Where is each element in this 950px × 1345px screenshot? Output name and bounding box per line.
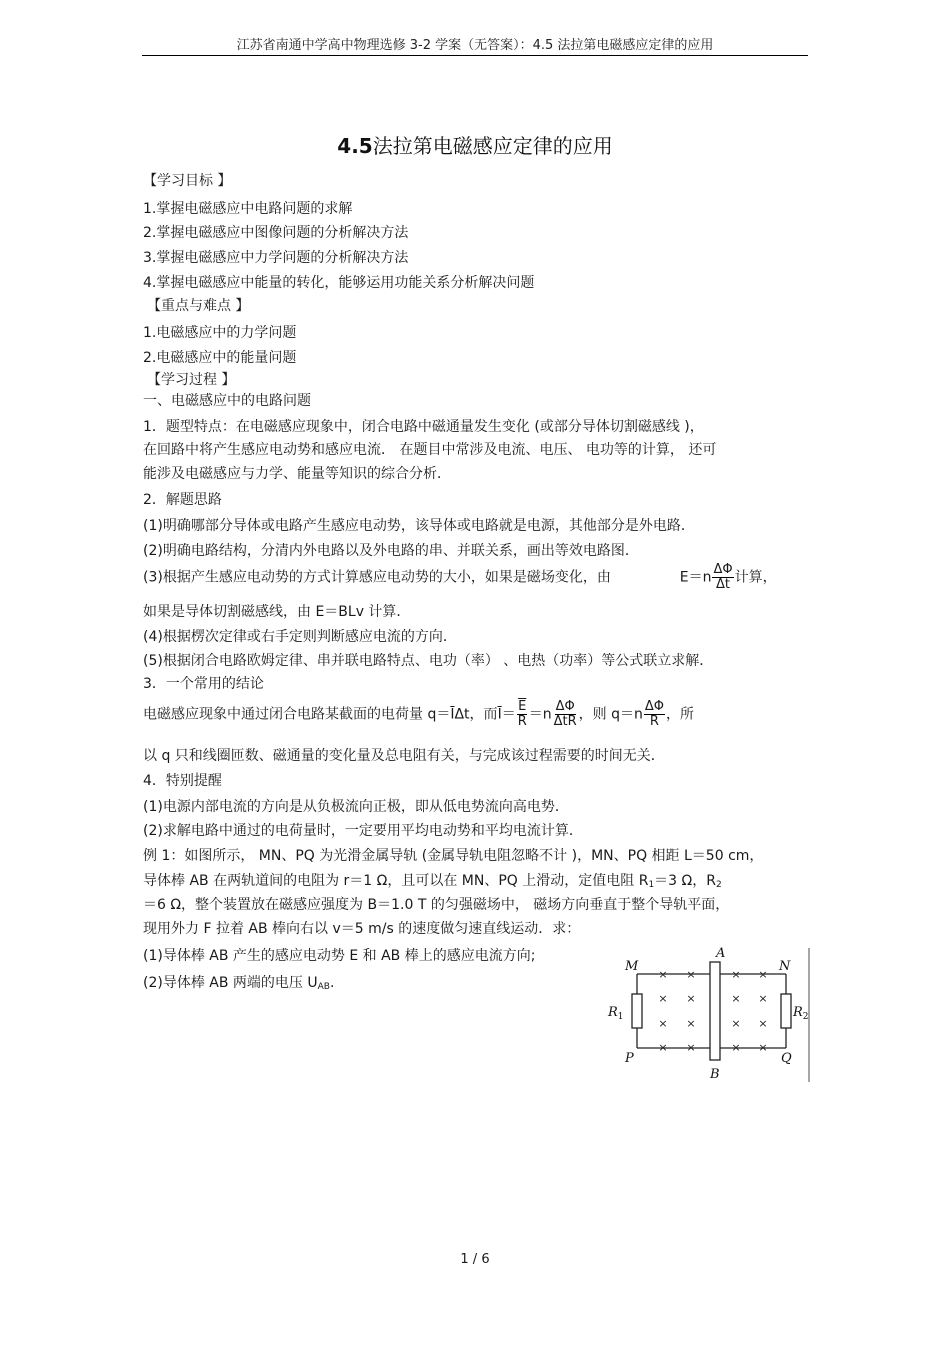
question-2-end: . xyxy=(329,975,335,991)
field-mark-2-3: × xyxy=(758,1017,768,1030)
r2-subscript: 2 xyxy=(715,880,722,890)
label-r2 xyxy=(792,1005,809,1022)
conclusion-text-f: ，所 xyxy=(666,706,695,723)
conductor-bar-ab xyxy=(710,962,720,1060)
uab-subscript: AB xyxy=(317,982,330,992)
conclusion-line-2: 以 q 只和线圈匝数、磁通量的变化量及总电阻有关，与完成该过程需要的时间无关． xyxy=(143,748,665,764)
field-mark-2-1: × xyxy=(686,1017,696,1030)
question-2-text: (2)导体棒 AB 两端的电压 U xyxy=(143,975,318,991)
step-3-tail: 计算， xyxy=(734,569,777,586)
page-header: 江苏省南通中学高中物理选修 3-2 学案（无答案）：4.5 法拉第电磁感应定律的应用 xyxy=(236,38,714,53)
emf-fraction xyxy=(712,563,733,592)
conclusion-text-d: ＝n xyxy=(528,706,552,723)
conclusion-line-1 xyxy=(143,700,694,729)
focus-item-2: 2.电磁感应中的能量问题 xyxy=(143,350,297,366)
field-mark-3-2: × xyxy=(731,1041,741,1054)
flux-fraction-1-den: ΔtR xyxy=(553,714,577,729)
field-mark-1-2: × xyxy=(731,992,741,1005)
goal-item-4: 4.掌握电磁感应中能量的转化，能够运用功能关系分析解决问题 xyxy=(143,275,535,291)
p2-heading: 2．解题思路 xyxy=(143,492,222,508)
example-line-3: ＝6 Ω，整个装置放在磁感应强度为 B＝1.0 T 的匀强磁场中， 磁场方向垂直于整个导轨平面， xyxy=(143,897,730,913)
label-b: B xyxy=(710,1067,720,1082)
field-mark-2-0: × xyxy=(658,1017,668,1030)
process-heading: 【学习过程 】 xyxy=(147,372,236,388)
r1-subscript: 1 xyxy=(648,880,655,890)
field-mark-1-3: × xyxy=(758,992,768,1005)
flux-fraction-1-num: ΔΦ xyxy=(555,699,575,714)
field-mark-0-0: × xyxy=(658,968,668,981)
p1-line-1: 1．题型特点：在电磁感应现象中，闭合电路中磁通量发生变化 (或部分导体切割磁感线 )， xyxy=(143,419,704,435)
page-number: 1 / 6 xyxy=(460,1252,490,1267)
conclusion-text-e: ，则 q＝n xyxy=(578,706,643,723)
field-mark-3-1: × xyxy=(686,1041,696,1054)
flux-fraction-2 xyxy=(644,700,665,729)
focus-item-1: 1.电磁感应中的力学问题 xyxy=(143,325,297,341)
focus-heading: 【重点与难点 】 xyxy=(147,298,250,314)
p3-heading: 3．一个常用的结论 xyxy=(143,676,264,692)
example-line-4: 现用外力 F 拉着 AB 棒向右以 v＝5 m/s 的速度做匀速直线运动．求： xyxy=(143,921,581,937)
goals-heading: 【学习目标 】 xyxy=(143,173,232,189)
step-2: (2)明确电路结构，分清内外电路以及外电路的串、并联关系，画出等效电路图． xyxy=(143,543,639,559)
example-line-2-text-b: ＝3 Ω，R xyxy=(654,873,716,889)
conclusion-text-c: ＝ xyxy=(501,706,516,723)
example-line-2-text: 导体棒 AB 在两轨道间的电阻为 r＝1 Ω，且可以在 MN、PQ 上滑动，定值电阻 R xyxy=(143,873,649,889)
label-r1-sub: 1 xyxy=(617,1012,624,1022)
avg-current-symbol: $\overline{I}$ xyxy=(450,706,455,723)
field-mark-1-1: × xyxy=(686,992,696,1005)
tip-2: (2)求解电路中通过的电荷量时，一定要用平均电动势和平均电流计算． xyxy=(143,823,583,839)
field-mark-3-0: × xyxy=(658,1041,668,1054)
avg-emf-den: R xyxy=(517,714,527,729)
label-r1-letter: R xyxy=(608,1005,618,1020)
field-mark-2-2: × xyxy=(731,1017,741,1030)
example-question-2 xyxy=(143,972,334,992)
goal-item-3: 3.掌握电磁感应中力学问题的分析解决方法 xyxy=(143,250,409,266)
tip-1: (1)电源内部电流的方向是从负极流向正极，即从低电势流向高电势． xyxy=(143,799,569,815)
page-title xyxy=(0,130,950,159)
emf-fraction-num: ΔΦ xyxy=(713,562,733,577)
header-rule xyxy=(142,55,808,56)
example-line-2 xyxy=(143,870,722,890)
circuit-diagram xyxy=(603,944,813,1084)
conclusion-text-b: Δt，而 xyxy=(454,706,498,723)
label-r1 xyxy=(607,1005,624,1022)
label-m: M xyxy=(625,959,639,974)
emf-formula: E＝n xyxy=(679,569,712,586)
avg-emf-fraction xyxy=(517,700,528,729)
title-number: 4.5 xyxy=(337,134,373,158)
emf-fraction-den: Δt xyxy=(716,577,731,592)
step-3-text: (3)根据产生感应电动势的方式计算感应电动势的大小，如果是磁场变化，由 xyxy=(143,569,611,586)
conclusion-text-a: 电磁感应现象中通过闭合电路某截面的电荷量 q＝ xyxy=(143,706,451,723)
label-r2-letter: R xyxy=(793,1005,803,1020)
label-q: Q xyxy=(781,1051,792,1066)
label-n: N xyxy=(779,959,791,974)
p1-line-2: 在回路中将产生感应电动势和感应电流． 在题目中常涉及电流、电压、 电功等的计算， 还可 xyxy=(143,442,717,458)
resistor-r2 xyxy=(781,994,791,1028)
step-3-line xyxy=(143,563,777,592)
step-1: (1)明确哪部分导体或电路产生感应电动势，该导体或电路就是电源，其他部分是外电路． xyxy=(143,518,695,534)
example-line-1: 例 1：如图所示， MN、PQ 为光滑金属导轨 (金属导轨电阻忽略不计 )，MN、PQ 相距 L＝50 cm， xyxy=(143,848,764,864)
p1-line-3: 能涉及电磁感应与力学、能量等知识的综合分析． xyxy=(143,466,451,482)
field-mark-0-3: × xyxy=(758,968,768,981)
p4-heading: 4．特别提醒 xyxy=(143,773,222,789)
resistor-r1 xyxy=(632,994,642,1028)
flux-fraction-2-num: ΔΦ xyxy=(644,699,665,714)
label-a: A xyxy=(716,946,726,961)
step-3-cont: 如果是导体切割磁感线，由 E＝BLv 计算． xyxy=(143,604,411,620)
avg-current-symbol-2: $\overline{I}$ xyxy=(497,706,502,723)
flux-fraction-2-den: R xyxy=(649,714,659,729)
goal-item-2: 2.掌握电磁感应中图像问题的分析解决方法 xyxy=(143,225,409,241)
title-text: 法拉第电磁感应定律的应用 xyxy=(372,134,613,158)
field-mark-0-2: × xyxy=(731,968,741,981)
field-mark-1-0: × xyxy=(658,992,668,1005)
example-question-1: (1)导体棒 AB 产生的感应电动势 E 和 AB 棒上的感应电流方向; xyxy=(143,948,536,964)
goal-item-1: 1.掌握电磁感应中电路问题的求解 xyxy=(143,201,353,217)
field-mark-3-3: × xyxy=(758,1041,768,1054)
section1-heading: 一、电磁感应中的电路问题 xyxy=(143,393,311,409)
field-mark-0-1: × xyxy=(686,968,696,981)
step-5: (5)根据闭合电路欧姆定律、串并联电路特点、电功（率） 、电热（功率）等公式联立求解． xyxy=(143,653,714,669)
label-p: P xyxy=(625,1051,634,1066)
avg-emf-num: $\overline{E}$ xyxy=(518,699,527,714)
step-4: (4)根据楞次定律或右手定则判断感应电流的方向． xyxy=(143,629,457,645)
label-r2-sub: 2 xyxy=(802,1012,809,1022)
flux-fraction-1 xyxy=(553,700,578,729)
